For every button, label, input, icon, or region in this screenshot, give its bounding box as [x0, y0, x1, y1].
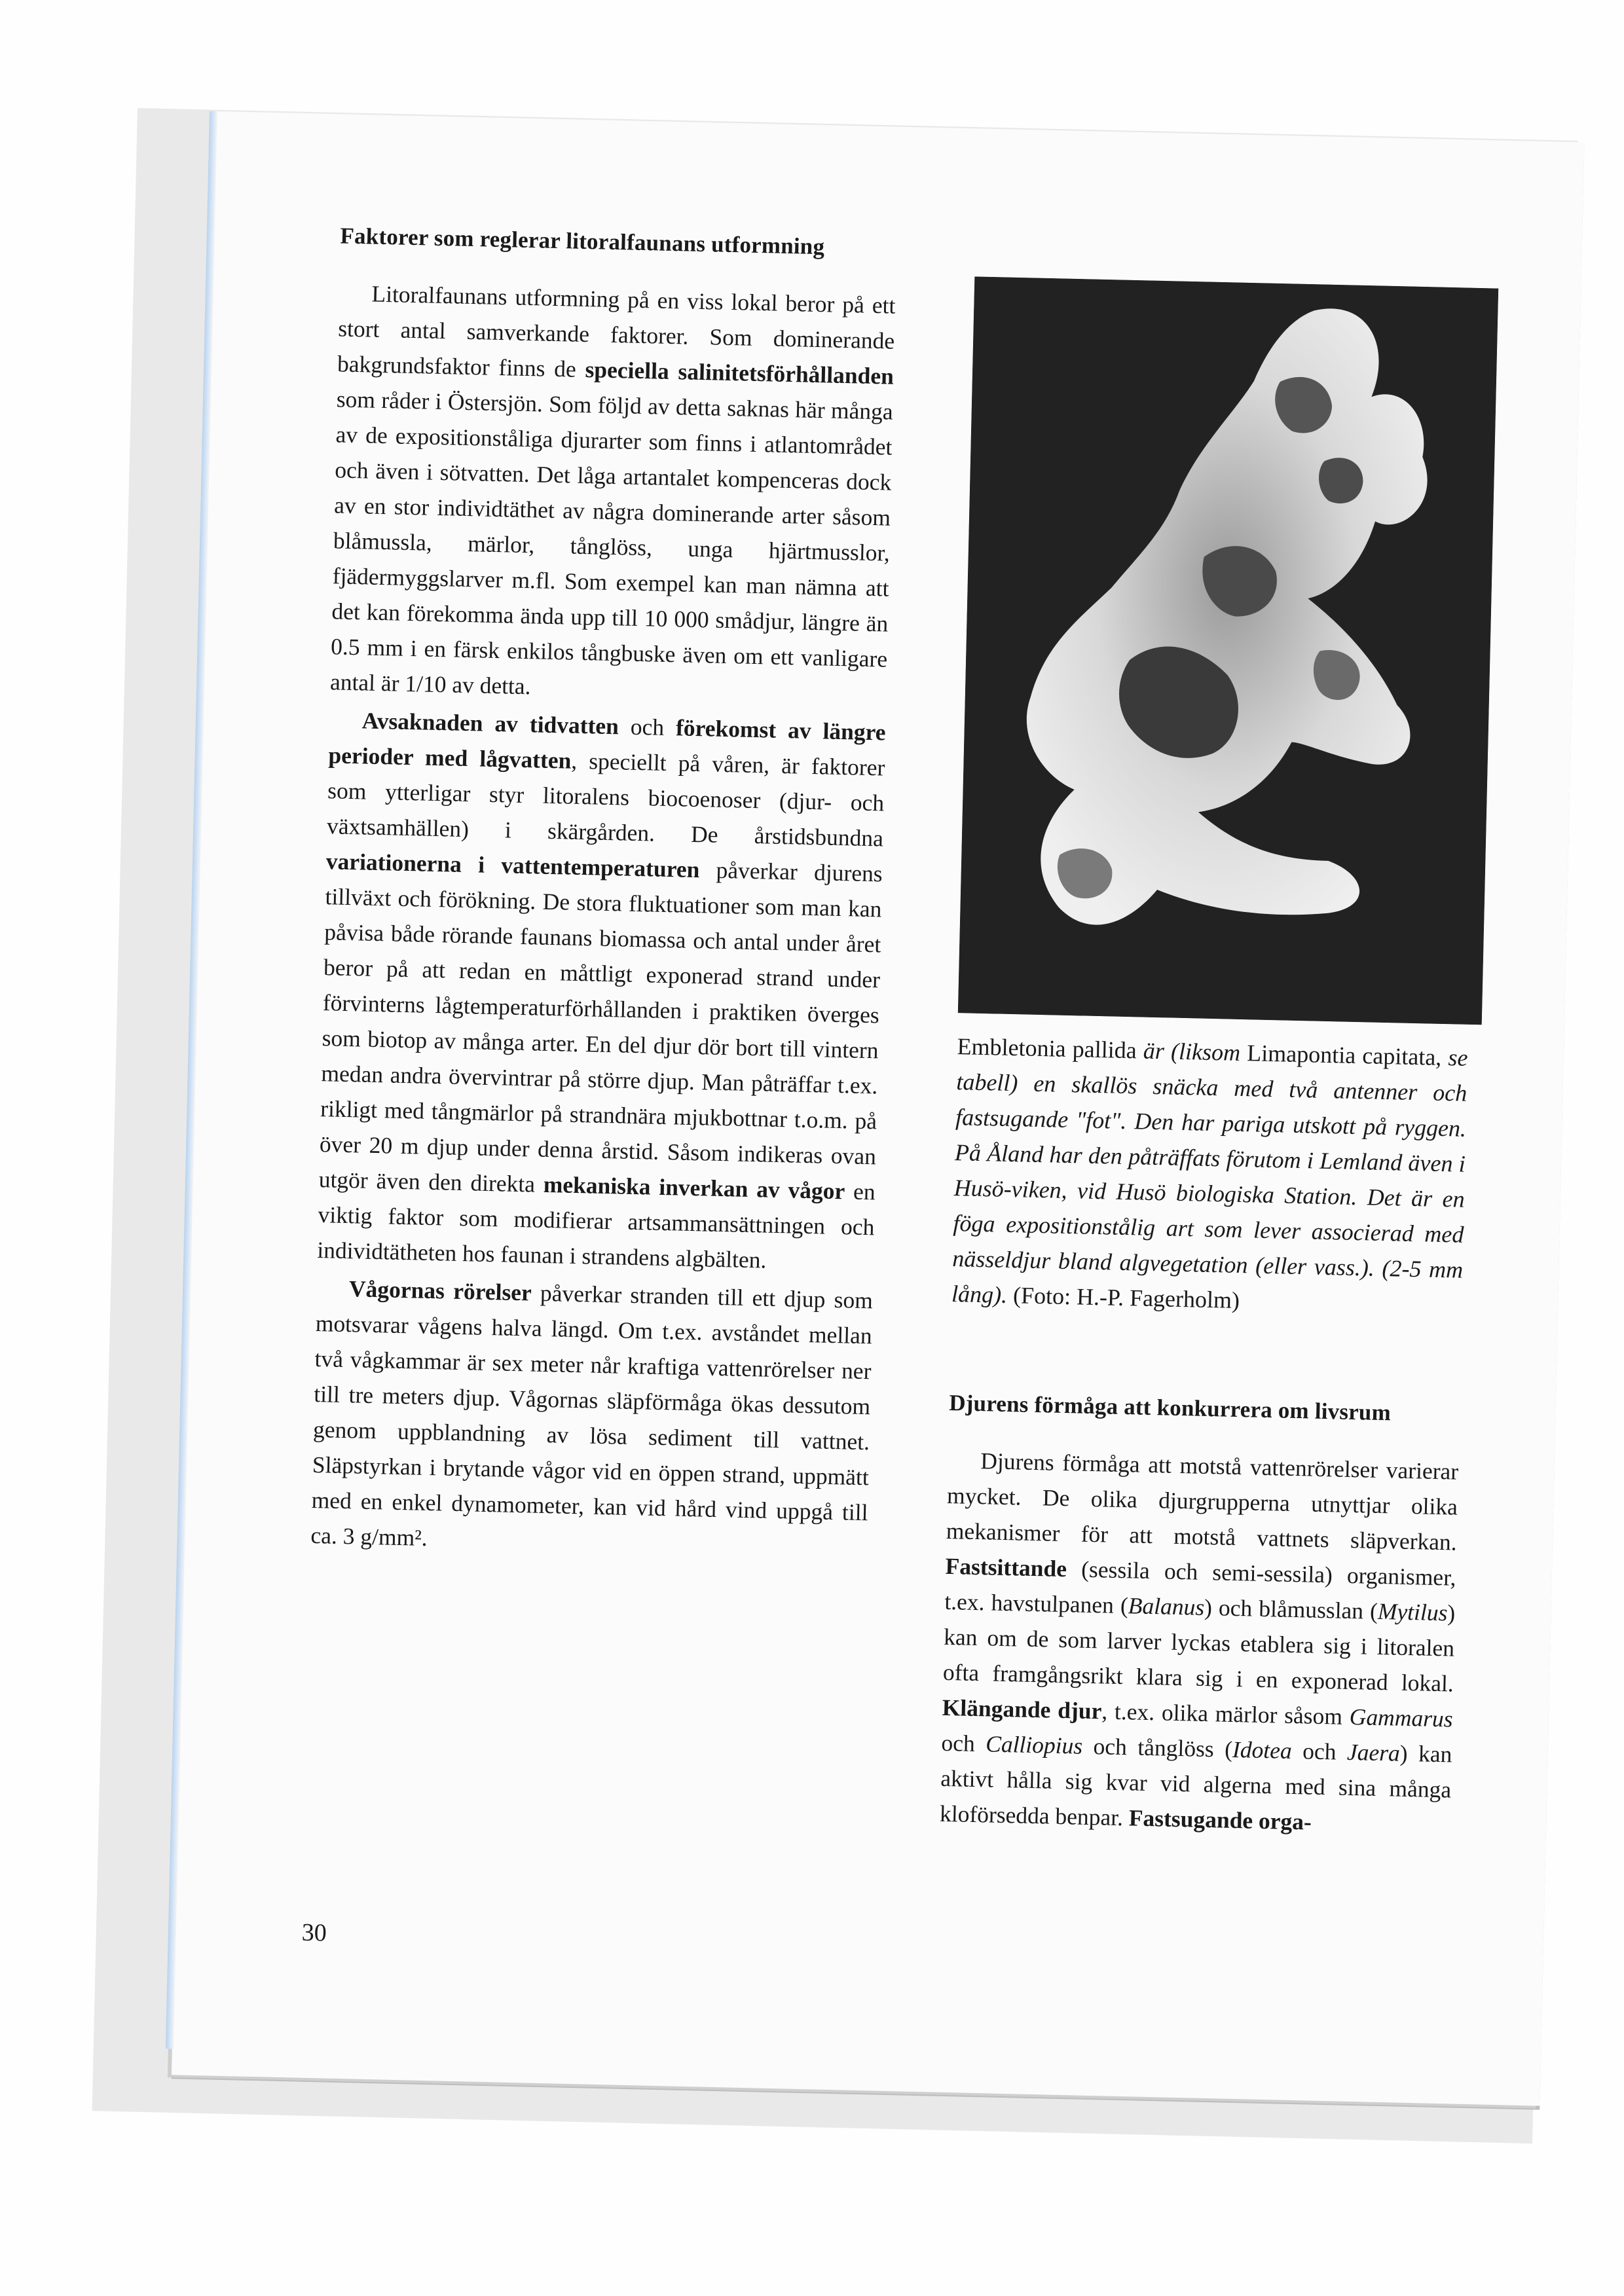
text-run: Djurens förmåga att motstå vattenrörelser varierar mycket. De olika djurgrupperna utnyttjar olika mekanismer för att motstå vattnets släpverkan.	[946, 1448, 1459, 1556]
page-content	[287, 223, 1526, 2043]
left-column	[310, 223, 897, 1565]
bold-term: Avsaknaden av tidvatten	[361, 707, 619, 740]
text-run: påverkar djurens tillväxt och förökning. De stora fluktuationer som man kan påvisa både rörande faunans biomassa och antal under året beror på att redan en måttligt exponerad strand under förvinterns lågtemperaturförhållanden i praktiken överges som biotop av många arter. En del djur dör bort till vintern medan andra övervintrar på större djup. Man påträffar t.ex. rikligt med tångmärlor på strandnära mjukbottnar t.o.m. på över 20 m djup under denna årstid. Såsom indikeras ovan utgör även den direkta	[318, 856, 883, 1197]
italic-term: Idotea	[1232, 1736, 1293, 1764]
sea-slug-photo	[958, 276, 1498, 1025]
section-heading-factors: Faktorer som reglerar litoralfaunans utformning	[340, 223, 825, 260]
text-run: en viktig faktor som modifierar artsammansättningen och individtätheten hos faunan i strandens algbälten.	[316, 1178, 876, 1273]
text-run: och	[941, 1729, 986, 1757]
embletonia-illustration	[958, 276, 1498, 1025]
italic-term: Gammarus	[1349, 1704, 1454, 1732]
text-run: ) kan om de som larver lyckas etablera sig i litoralen ofta framgångsrikt klara sig i en exponerad lokal.	[942, 1599, 1456, 1697]
italic-term: Jaera	[1346, 1738, 1401, 1766]
text-run: ) kan aktivt hålla sig kvar vid algerna med sina många kloförsedda benpar.	[939, 1740, 1452, 1831]
caption-italic: är (liksom	[1136, 1037, 1247, 1066]
paragraph-intro	[329, 275, 895, 712]
bold-term: Fastsugande orga-	[1128, 1804, 1312, 1835]
text-run: och	[1291, 1738, 1348, 1765]
caption-italic: se tabell) en skallös snäcka med två antenner och fastsugande "fot". Den har pariga utskott på ryggen. På Åland har den påträffats förutom i Lemland även i Husö-viken, vid Husö biologiska Station. Det är en föga expositionstålig art som lever associerad med nässeldjur bland algvegetation (eller vass.). (2-5 mm lång).	[951, 1044, 1468, 1308]
paragraph-competition	[940, 1442, 1459, 1843]
bold-term: förekomst av längre perioder med lågvatten	[328, 714, 887, 774]
text-run: ) och blåmusslan (	[1204, 1594, 1378, 1624]
bold-term: Fastsittande	[945, 1552, 1067, 1582]
text-run: , t.ex. olika märlor såsom	[1101, 1698, 1350, 1730]
text-run: (sessila och semi-sessila) organismer, t.ex. havstulpanen (	[944, 1556, 1456, 1619]
photo-caption	[951, 1029, 1469, 1323]
section-heading-competition: Djurens förmåga att konkurrera om livsrum	[948, 1390, 1392, 1426]
italic-term: Calliopius	[985, 1730, 1083, 1759]
text-run: och	[618, 713, 676, 741]
right-column	[940, 276, 1486, 1842]
text-run: och tånglöss (	[1082, 1732, 1233, 1762]
species-name: Limapontia capitata,	[1246, 1040, 1442, 1070]
text-run: Litoralfaunans utformning på en viss lokal beror på ett stort antal samverkande faktorer. Som dominerande bakgrundsfaktor finns de	[337, 280, 896, 382]
italic-term: Balanus	[1128, 1592, 1205, 1620]
paragraph-tides	[317, 702, 886, 1280]
bold-term: Vågornas rörelser	[348, 1275, 532, 1306]
text-run: påverkar stranden till ett djup som motsvarar vågens halva längd. Om t.ex. avståndet mellan två vågkammar är sex meter når kraftiga vattenrörelser ner till tre meters djup. Vågornas släpförmåga ökas dessutom genom uppblandning av lösa sediment till vattnet. Släpstyrkan i brytande vågor vid en öppen strand, uppmätt med en enkel dynamometer, kan vid hård vind uppgå till ca. 3 g/mm².	[310, 1279, 874, 1551]
bold-term: Klängande djur	[942, 1694, 1102, 1724]
text-run: som råder i Östersjön. Som följd av detta saknas här många av de expositionståliga djurarter som finns i atlantområdet och även i sötvatten. Det låga artantalet kompenceras dock av en stor individtäthet av några dominerande arter såsom blåmussla, märlor, tånglöss, unga hjärtmusslor, fjädermyggslarver m.fl. Som exempel kan man nämna att det kan förekomma ända upp till 10 000 smådjur, längre än 0.5 mm i en färsk enkilos tångbuske även om ett vanligare antal är 1/10 av detta.	[329, 386, 894, 700]
species-name: Embletonia pallida	[957, 1033, 1137, 1064]
photo-credit: (Foto: H.-P. Fagerholm)	[1006, 1281, 1240, 1314]
text-run: , speciellt på våren, är faktorer som ytterligar styr litoralens biocoenoser (djur- och växtsamhällen) i skärgården. De årstidsbundna	[326, 747, 885, 852]
bold-term: variationerna i vattentemperaturen	[325, 848, 700, 883]
page-number: 30	[301, 1918, 327, 1947]
bold-term: mekaniska inverkan av vågor	[543, 1171, 845, 1205]
italic-term: Mytilus	[1377, 1597, 1448, 1626]
paragraph-waves	[310, 1270, 874, 1565]
bold-term: speciella salinitetsförhållanden	[585, 355, 895, 390]
